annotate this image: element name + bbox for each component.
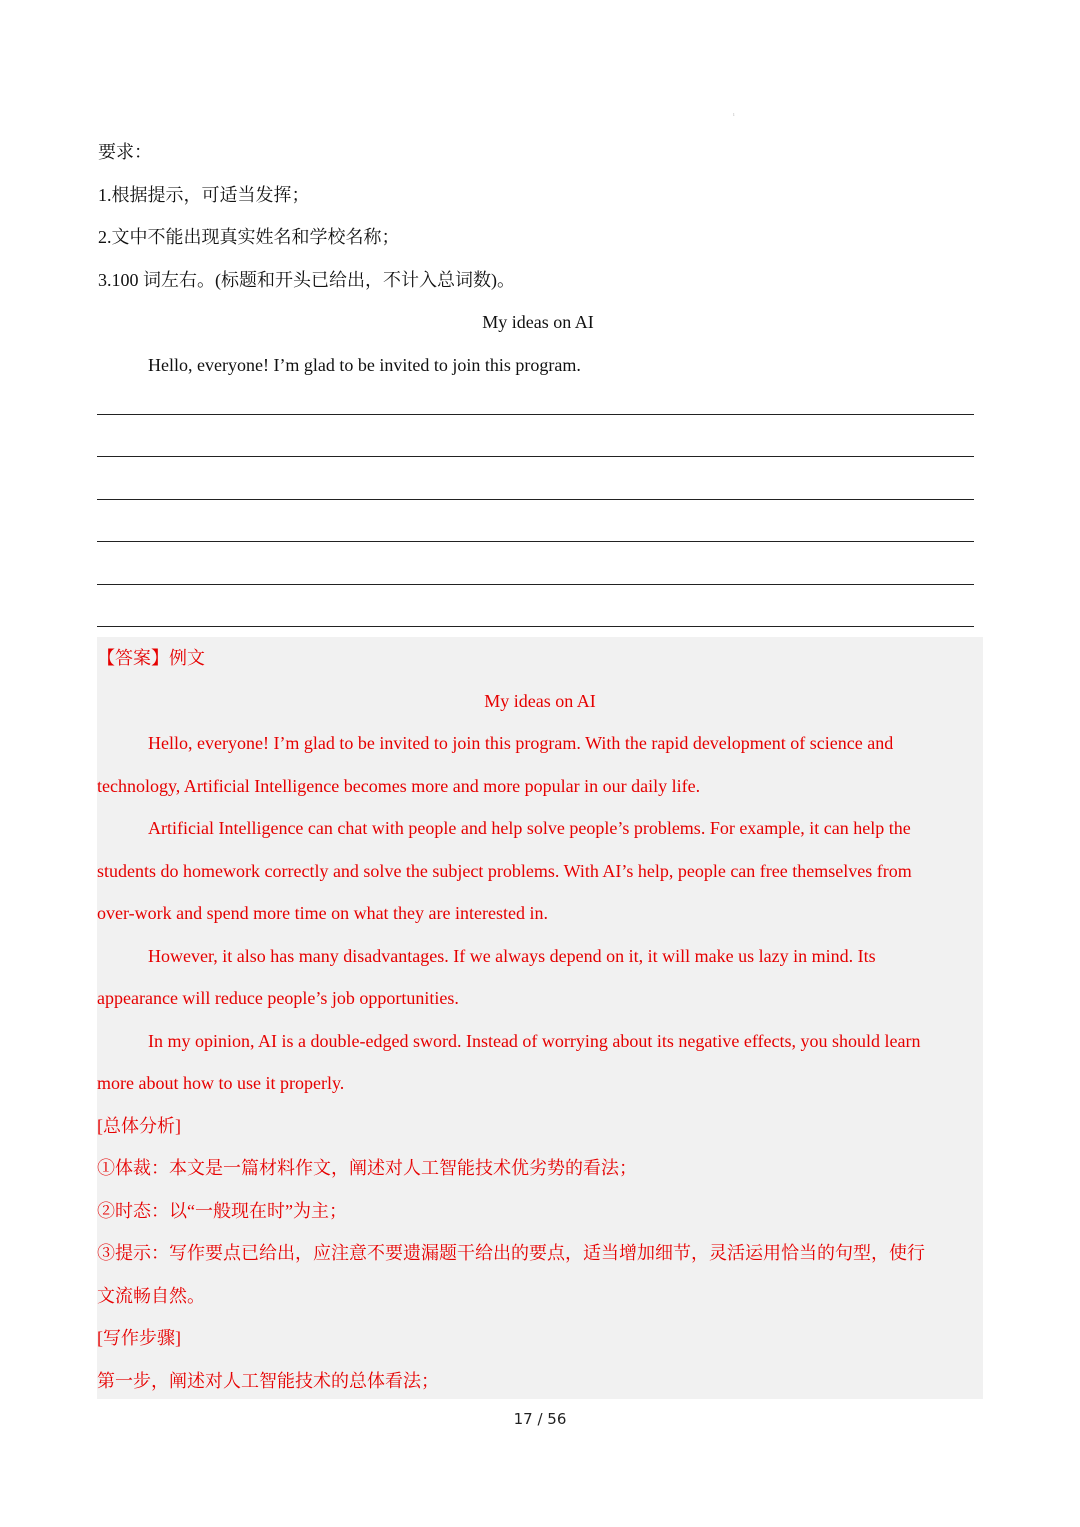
answer-line: Hello, everyone! I’m glad to be invited to join this program. With the rapid development of science and [148, 733, 894, 753]
answer-line: over-work and spend more time on what they are interested in. [97, 903, 548, 923]
requirements-section [98, 131, 978, 386]
analysis-item: ②时态：以“一般现在时”为主； [97, 1200, 347, 1221]
essay-title: My ideas on AI [482, 312, 594, 332]
writing-line [97, 415, 974, 458]
answer-label: 【答案】例文 [97, 648, 205, 668]
writing-line [97, 457, 974, 500]
analysis-item: 文流畅自然。 [97, 1285, 205, 1306]
answer-line: In my opinion, AI is a double-edged sword. Instead of worrying about its negative effects, you should learn [148, 1030, 921, 1051]
requirements-heading: 要求： [98, 142, 152, 162]
steps-heading: [写作步骤] [97, 1328, 181, 1348]
answer-line: Artificial Intelligence can chat with people and help solve people’s problems. For example, it can help the [148, 818, 911, 838]
analysis-item: ③提示：写作要点已给出，应注意不要遗漏题干给出的要点，适当增加细节，灵活运用恰当的句型，使行 [97, 1243, 925, 1263]
essay-opening: Hello, everyone! I’m glad to be invited to join this program. [148, 354, 581, 375]
requirement-item: 2.文中不能出现真实姓名和学校名称； [98, 227, 400, 247]
page-indicator: 17 / 56 [513, 1410, 567, 1428]
writing-line [97, 542, 974, 585]
requirement-item: 1.根据提示，可适当发挥； [98, 184, 310, 205]
answer-line: students do homework correctly and solve the subject problems. With AI’s help, people can free themselves from [97, 860, 912, 881]
writing-line [97, 500, 974, 543]
analysis-item: ①体裁：本文是一篇材料作文，阐述对人工智能技术优劣势的看法； [97, 1158, 637, 1178]
writing-line [97, 585, 974, 628]
analysis-heading: [总体分析] [97, 1115, 181, 1136]
answer-line: more about how to use it properly. [97, 1073, 345, 1093]
answer-title: My ideas on AI [484, 690, 596, 711]
scan-mark: ı [733, 112, 735, 118]
answer-section [97, 637, 983, 1399]
writing-line [97, 372, 974, 415]
answer-line: technology, Artificial Intelligence becomes more and more popular in our daily life. [97, 775, 701, 796]
writing-lines [97, 372, 974, 627]
answer-line: However, it also has many disadvantages. If we always depend on it, it will make us lazy in mind. Its [148, 945, 876, 966]
requirement-item: 3.100 词左右。(标题和开头已给出，不计入总词数)。 [98, 269, 515, 290]
answer-line: appearance will reduce people’s job opportunities. [97, 988, 459, 1008]
step-item: 第一步，阐述对人工智能技术的总体看法； [97, 1370, 439, 1391]
